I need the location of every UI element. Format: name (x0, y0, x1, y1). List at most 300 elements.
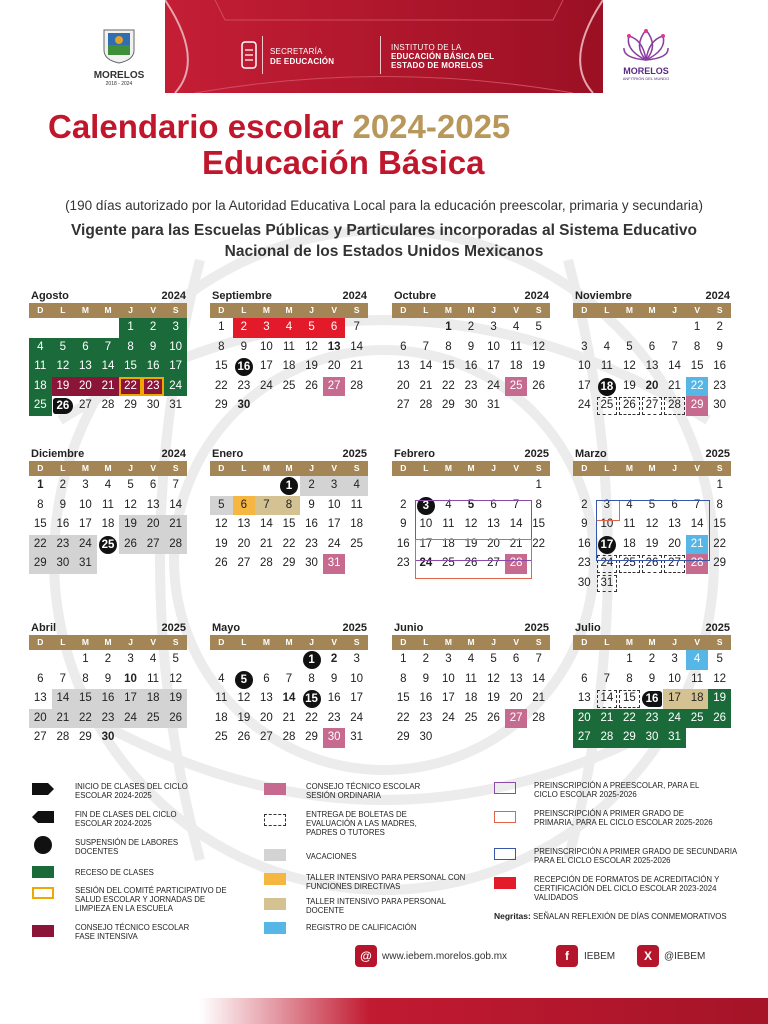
day-number: 15 (79, 692, 92, 704)
day-number: 20 (260, 711, 273, 724)
day-number: 1 (280, 477, 298, 495)
weekday-header (392, 303, 550, 318)
day-number: 2 (648, 653, 656, 665)
day-number: 16 (101, 692, 115, 704)
weekday-label: L (423, 463, 429, 473)
day-cell (278, 515, 301, 535)
suspension-swatch-icon (32, 836, 54, 854)
day-number: 19 (169, 692, 183, 704)
empty-cell (233, 476, 256, 496)
day-number: 28 (260, 557, 273, 569)
day-number: 19 (56, 379, 70, 392)
day-cell (460, 515, 483, 535)
day-cell (323, 318, 346, 338)
day-number: 23 (645, 711, 659, 724)
day-grid (573, 476, 731, 593)
month-name: Abril (31, 622, 57, 634)
weekday-label: V (331, 637, 338, 647)
day-number: 2 (104, 653, 112, 665)
day-cell (505, 554, 528, 574)
day-number: 14 (532, 672, 546, 685)
web-icon[interactable]: @ (355, 945, 377, 967)
day-grid (29, 318, 187, 416)
month-header (392, 448, 550, 460)
day-number: 28 (509, 557, 523, 569)
day-number: 5 (218, 498, 225, 511)
day-number: 13 (237, 518, 251, 530)
day-cell (323, 554, 346, 574)
day-cell (233, 396, 256, 416)
day-number: 2 (308, 479, 315, 491)
day-number: 17 (260, 360, 273, 372)
day-number: 30 (419, 731, 433, 743)
day-cell (52, 377, 75, 397)
day-cell (573, 709, 596, 729)
day-number: 16 (419, 692, 433, 704)
weekday-label: V (694, 463, 701, 473)
morelos-shield-logo (88, 28, 150, 87)
day-cell (233, 535, 256, 555)
day-number: 1 (716, 479, 723, 491)
day-cell (52, 728, 75, 748)
day-cell (74, 728, 97, 748)
day-cell (392, 396, 415, 416)
day-cell (323, 689, 346, 709)
day-number: 20 (33, 711, 47, 724)
day-cell (618, 535, 641, 555)
day-cell (164, 515, 187, 535)
day-cell (300, 728, 323, 748)
weekday-label: L (60, 637, 66, 647)
day-number: 16 (327, 692, 341, 704)
day-number: 27 (260, 731, 273, 743)
day-cell (392, 515, 415, 535)
day-number: 8 (693, 340, 701, 353)
day-cell (596, 357, 619, 377)
day-cell (233, 515, 256, 535)
day-number: 12 (56, 360, 70, 372)
day-number: 24 (419, 557, 433, 569)
footer-facebook[interactable]: IEBEM (584, 951, 616, 962)
day-cell (142, 650, 165, 670)
day-number: 8 (400, 672, 407, 685)
day-cell (52, 515, 75, 535)
day-number: 5 (308, 321, 315, 333)
day-cell (641, 338, 664, 358)
month-header (29, 290, 187, 302)
day-number: 27 (237, 557, 251, 569)
day-cell (663, 689, 686, 709)
day-cell (345, 496, 368, 516)
day-number: 6 (400, 340, 407, 353)
day-number: 4 (467, 653, 475, 665)
day-cell (52, 535, 75, 555)
day-cell (210, 357, 233, 377)
day-cell (663, 357, 686, 377)
day-number: 3 (417, 497, 435, 515)
day-number: 25 (442, 557, 455, 569)
day-cell (74, 377, 97, 397)
day-cell (482, 496, 505, 516)
day-number: 24 (350, 711, 364, 724)
day-number: 27 (146, 537, 160, 550)
day-cell (233, 496, 256, 516)
receso-swatch (32, 866, 54, 878)
month-header (392, 622, 550, 634)
day-number: 22 (214, 379, 228, 392)
legend-boletas: ENTREGA DE BOLETAS DE EVALUACIÓN A LAS MADRES, PADRES O TUTORES (306, 810, 417, 837)
day-cell (415, 377, 438, 397)
empty-cell (392, 476, 415, 496)
day-number: 26 (645, 557, 659, 569)
day-cell (392, 650, 415, 670)
day-cell (255, 496, 278, 516)
day-cell (255, 515, 278, 535)
day-cell (142, 496, 165, 516)
month-febrero (392, 448, 550, 574)
day-number: 1 (626, 653, 633, 665)
month-header (210, 448, 368, 460)
day-cell (255, 377, 278, 397)
day-cell (52, 496, 75, 516)
day-number: 11 (691, 672, 704, 685)
weekday-header (210, 303, 368, 318)
day-number: 30 (237, 399, 251, 411)
empty-cell (596, 318, 619, 338)
day-cell (460, 535, 483, 555)
month-julio (573, 622, 731, 748)
day-cell (437, 496, 460, 516)
weekday-header (29, 635, 187, 650)
day-cell (323, 515, 346, 535)
weekday-label: L (60, 305, 66, 315)
day-number: 24 (668, 711, 681, 724)
day-number: 9 (330, 672, 338, 685)
day-number: 16 (464, 360, 478, 372)
day-number: 13 (79, 360, 92, 372)
empty-cell (52, 318, 75, 338)
day-number: 13 (260, 692, 273, 704)
header-decoration (165, 0, 603, 93)
day-cell (505, 377, 528, 397)
day-cell (618, 338, 641, 358)
day-cell (641, 496, 664, 516)
day-cell (460, 670, 483, 690)
day-number: 3 (330, 479, 338, 491)
day-number: 10 (350, 672, 364, 685)
day-number: 20 (237, 537, 251, 550)
footer-web[interactable]: www.iebem.morelos.gob.mx (382, 951, 508, 962)
facebook-icon[interactable]: f (556, 945, 578, 967)
day-number: 10 (124, 672, 137, 685)
day-cell (52, 357, 75, 377)
day-number: 3 (581, 340, 588, 353)
day-cell (52, 476, 75, 496)
day-number: 13 (509, 672, 523, 685)
day-number: 20 (396, 379, 410, 392)
day-cell (527, 377, 550, 397)
weekday-label: S (353, 463, 360, 473)
day-cell (74, 689, 97, 709)
day-number: 25 (690, 711, 704, 724)
day-number: 29 (33, 557, 47, 569)
day-number: 12 (623, 360, 636, 372)
weekday-label: M (81, 463, 89, 473)
empty-cell (482, 476, 505, 496)
day-number: 26 (305, 379, 318, 392)
day-cell (596, 515, 619, 535)
day-cell (210, 318, 233, 338)
weekday-label: M (104, 637, 112, 647)
day-cell (596, 496, 619, 516)
day-number: 24 (124, 711, 137, 724)
empty-cell (392, 318, 415, 338)
day-number: 31 (668, 731, 681, 743)
day-number: 13 (487, 518, 500, 530)
day-cell (618, 689, 641, 709)
empty-cell (686, 476, 709, 496)
taller-docente-swatch (264, 898, 286, 910)
day-cell (142, 515, 165, 535)
boletas-swatch (264, 814, 286, 826)
day-cell (97, 650, 120, 670)
day-number: 8 (535, 498, 542, 511)
day-cell (119, 670, 142, 690)
month-abril (29, 622, 187, 748)
day-number: 14 (509, 518, 523, 530)
day-number: 23 (419, 711, 433, 724)
weekday-label: S (716, 305, 723, 315)
day-cell (641, 396, 664, 416)
weekday-label: V (694, 637, 701, 647)
day-cell (142, 318, 165, 338)
day-cell (29, 396, 52, 416)
day-number: 9 (716, 340, 723, 353)
day-cell (74, 496, 97, 516)
weekday-label: M (285, 305, 293, 315)
day-number: 6 (263, 672, 270, 685)
day-cell (573, 554, 596, 574)
day-cell (641, 709, 664, 729)
month-noviembre (573, 290, 731, 416)
weekday-label: M (467, 637, 475, 647)
day-number: 2 (467, 321, 475, 333)
day-cell (573, 689, 596, 709)
legend-negritas (494, 912, 744, 921)
day-number: 26 (532, 379, 546, 392)
day-number: 13 (33, 692, 47, 704)
day-number: 25 (600, 399, 614, 411)
day-number: 28 (101, 399, 115, 411)
day-cell (415, 396, 438, 416)
title-line1: Calendario escolar (48, 108, 344, 145)
day-number: 1 (445, 321, 452, 333)
day-number: 22 (442, 379, 455, 392)
day-number: 8 (285, 498, 293, 511)
day-cell (618, 357, 641, 377)
day-number: 7 (422, 340, 430, 353)
empty-cell (663, 318, 686, 338)
day-cell (97, 357, 120, 377)
month-year: 2025 (705, 622, 730, 634)
day-cell (278, 496, 301, 516)
day-number: 4 (693, 653, 701, 665)
empty-cell (74, 318, 97, 338)
month-header (573, 290, 731, 302)
day-number: 20 (577, 711, 591, 724)
right-logo-sub: ANFITRIÓN DEL MUNDO (622, 76, 670, 81)
day-cell (119, 357, 142, 377)
legend-suspension: SUSPENSIÓN DE LABORES DOCENTES (75, 838, 179, 856)
day-cell (618, 554, 641, 574)
day-number: 4 (626, 498, 633, 511)
day-cell (392, 554, 415, 574)
day-cell (164, 396, 187, 416)
day-cell (300, 650, 323, 670)
day-number: 27 (577, 731, 591, 743)
day-cell (641, 554, 664, 574)
day-cell (119, 476, 142, 496)
month-header (392, 290, 550, 302)
month-year: 2024 (161, 290, 186, 302)
day-number: 8 (445, 340, 452, 353)
instituto-line2: EDUCACIÓN BÁSICA DEL (391, 52, 495, 61)
day-cell (278, 476, 301, 496)
day-number: 15 (532, 518, 546, 530)
pre-preescolar-swatch (494, 782, 516, 794)
month-marzo (573, 448, 731, 593)
day-number: 25 (350, 537, 364, 550)
day-cell (618, 496, 641, 516)
day-cell (708, 377, 731, 397)
month-year: 2024 (161, 448, 186, 460)
day-cell (618, 377, 641, 397)
footer-x[interactable]: @IEBEM (664, 951, 706, 962)
day-number: 6 (149, 479, 157, 491)
day-cell (323, 496, 346, 516)
day-cell (29, 709, 52, 729)
weekday-label: M (444, 637, 452, 647)
day-number: 4 (512, 321, 520, 333)
day-cell (663, 728, 686, 748)
day-cell (415, 338, 438, 358)
day-cell (210, 689, 233, 709)
day-number: 5 (648, 498, 656, 511)
day-number: 18 (690, 692, 704, 704)
day-number: 29 (282, 557, 296, 569)
day-cell (52, 709, 75, 729)
day-cell (573, 670, 596, 690)
weekday-label: L (604, 305, 610, 315)
day-number: 17 (487, 360, 500, 372)
day-number: 4 (353, 479, 360, 491)
day-number: 6 (671, 498, 678, 511)
day-number: 4 (445, 498, 452, 511)
day-number: 12 (169, 672, 183, 685)
day-cell (437, 535, 460, 555)
day-number: 29 (79, 731, 92, 743)
weekday-label: S (535, 305, 542, 315)
day-cell (641, 670, 664, 690)
month-year: 2025 (524, 448, 549, 460)
day-number: 2 (400, 498, 407, 511)
morelos-anfitrion-logo (612, 26, 680, 81)
weekday-label: M (285, 463, 293, 473)
day-number: 25 (33, 399, 47, 411)
day-number: 1 (218, 321, 225, 333)
day-cell (278, 689, 301, 709)
day-cell (233, 554, 256, 574)
day-cell (164, 689, 187, 709)
day-number: 26 (124, 537, 137, 550)
day-number: 28 (532, 711, 546, 724)
day-number: 4 (149, 653, 157, 665)
day-cell (596, 377, 619, 397)
day-cell (482, 554, 505, 574)
day-number: 26 (53, 398, 73, 414)
day-number: 11 (215, 692, 228, 704)
day-number: 7 (59, 672, 67, 685)
legend-pre-primaria: PREINSCRIPCIÓN A PRIMER GRADO DE PRIMARIA, PARA EL CICLO ESCOLAR 2025-2026 (534, 809, 713, 827)
shield-icon (102, 28, 136, 64)
day-cell (482, 338, 505, 358)
weekday-label: L (423, 305, 429, 315)
day-number: 11 (464, 672, 477, 685)
day-number: 10 (600, 518, 614, 530)
day-cell (74, 650, 97, 670)
weekday-label: M (467, 305, 475, 315)
day-number: 11 (600, 360, 613, 372)
day-number: 25 (214, 731, 228, 743)
month-year: 2025 (161, 622, 186, 634)
weekday-label: S (535, 463, 542, 473)
day-number: 5 (467, 498, 475, 511)
day-cell (596, 670, 619, 690)
day-cell (300, 554, 323, 574)
cte-intensiva-swatch (32, 925, 54, 937)
day-cell (164, 377, 187, 397)
day-cell (505, 535, 528, 555)
day-number: 14 (260, 518, 273, 530)
day-cell (345, 357, 368, 377)
day-number: 22 (124, 379, 137, 392)
day-cell (596, 728, 619, 748)
day-cell (437, 670, 460, 690)
day-number: 19 (645, 537, 659, 550)
day-number: 18 (350, 518, 364, 530)
day-cell (392, 338, 415, 358)
x-icon[interactable]: X (637, 945, 659, 967)
day-number: 13 (645, 360, 659, 372)
month-year: 2024 (524, 290, 549, 302)
legend-vacaciones: VACACIONES (306, 852, 357, 861)
day-number: 7 (285, 672, 293, 685)
day-cell (708, 689, 731, 709)
day-cell (505, 357, 528, 377)
day-number: 3 (445, 653, 452, 665)
day-number: 10 (668, 672, 681, 685)
day-cell (210, 670, 233, 690)
weekday-label: M (444, 463, 452, 473)
day-number: 30 (645, 731, 659, 743)
pre-primaria-swatch (494, 811, 516, 823)
day-grid (29, 476, 187, 574)
day-cell (29, 357, 52, 377)
day-number: 23 (146, 379, 160, 392)
weekday-label: J (128, 637, 133, 647)
day-cell (686, 515, 709, 535)
weekday-label: S (172, 463, 179, 473)
